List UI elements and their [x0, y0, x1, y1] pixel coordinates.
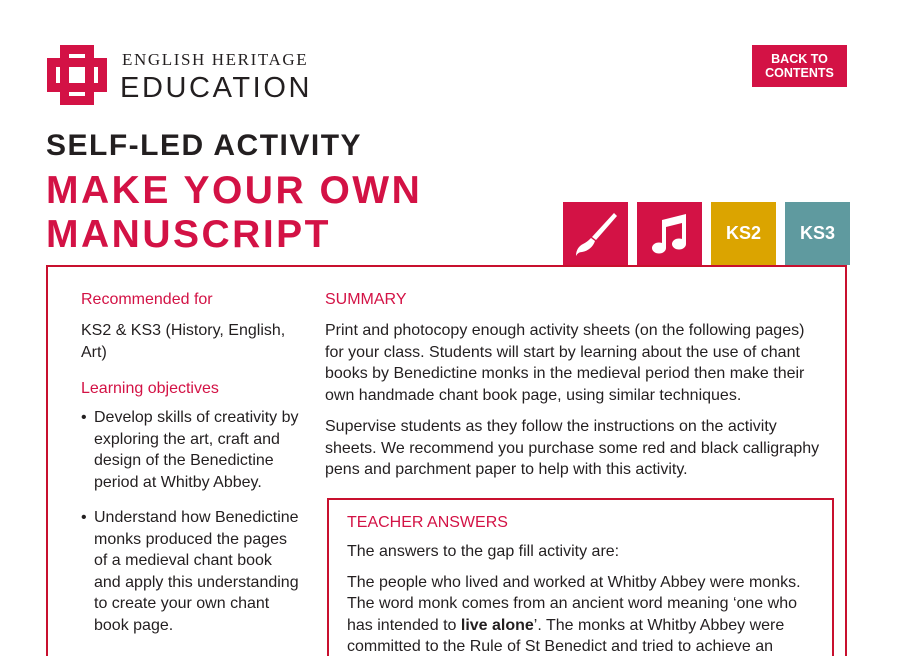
summary-section	[325, 289, 825, 481]
objectives-label: Learning objectives	[81, 380, 219, 397]
recommended-text: KS2 & KS3 (History, English, Art)	[81, 322, 286, 361]
subject-tags	[563, 202, 850, 265]
summary-label: SUMMARY	[325, 291, 407, 308]
page-kicker: SELF-LED ACTIVITY	[46, 129, 363, 162]
english-heritage-logo-icon	[47, 45, 107, 105]
list-item: • Develop skills of creativity by exploring the art, craft and design of the Benedictine period at Whitby Abbey.	[81, 407, 301, 493]
answers-text-start: The people who lived and worked at Whitby Abbey were monks. The word monk comes from an ancient word meaning ‘one who has intended to	[347, 573, 801, 634]
page-title	[46, 169, 422, 257]
teacher-answers-box	[327, 498, 834, 656]
ks2-tag: KS2	[711, 202, 776, 265]
summary-paragraph-1: Print and photocopy enough activity sheets (on the following pages) for your class. Students will start by learning about the use of chant books by Benedictine monks in the medieval period then make their own handmade chant book page, using similar techniques.	[325, 322, 805, 404]
summary-paragraph-2: Supervise students as they follow the instructions on the activity sheets. We recommend you purchase some red and black calligraphy pens and parchment paper to help with this activity.	[325, 418, 820, 478]
page-title-line-2: MANUSCRIPT	[46, 213, 331, 256]
answers-intro: The answers to the gap fill activity are:	[347, 543, 620, 560]
list-item: • Understand how Benedictine monks produced the pages of a medieval chant book and apply this understanding to create your own chant book page.	[81, 507, 301, 636]
paintbrush-icon	[574, 210, 618, 258]
answers-paragraph	[347, 572, 814, 656]
back-to-contents-button[interactable]: BACK TO CONTENTS	[752, 45, 847, 87]
objectives-list	[81, 407, 301, 636]
answer-highlight: live alone	[460, 616, 534, 634]
answers-label: TEACHER ANSWERS	[347, 514, 508, 531]
sidebar	[81, 289, 301, 636]
brand-division: EDUCATION	[120, 72, 313, 104]
brand-name: ENGLISH HERITAGE	[122, 50, 309, 69]
music-note-icon	[649, 211, 691, 257]
recommended-label: Recommended for	[81, 291, 213, 308]
page-title-line-1: MAKE YOUR OWN	[46, 169, 423, 212]
ks3-tag: KS3	[785, 202, 850, 265]
answers-text-end: ’. The monks at Whitby Abbey were committed to the Rule of St Benedict and tried to achieve an	[347, 616, 785, 655]
music-tag	[637, 202, 702, 265]
art-tag	[563, 202, 628, 265]
